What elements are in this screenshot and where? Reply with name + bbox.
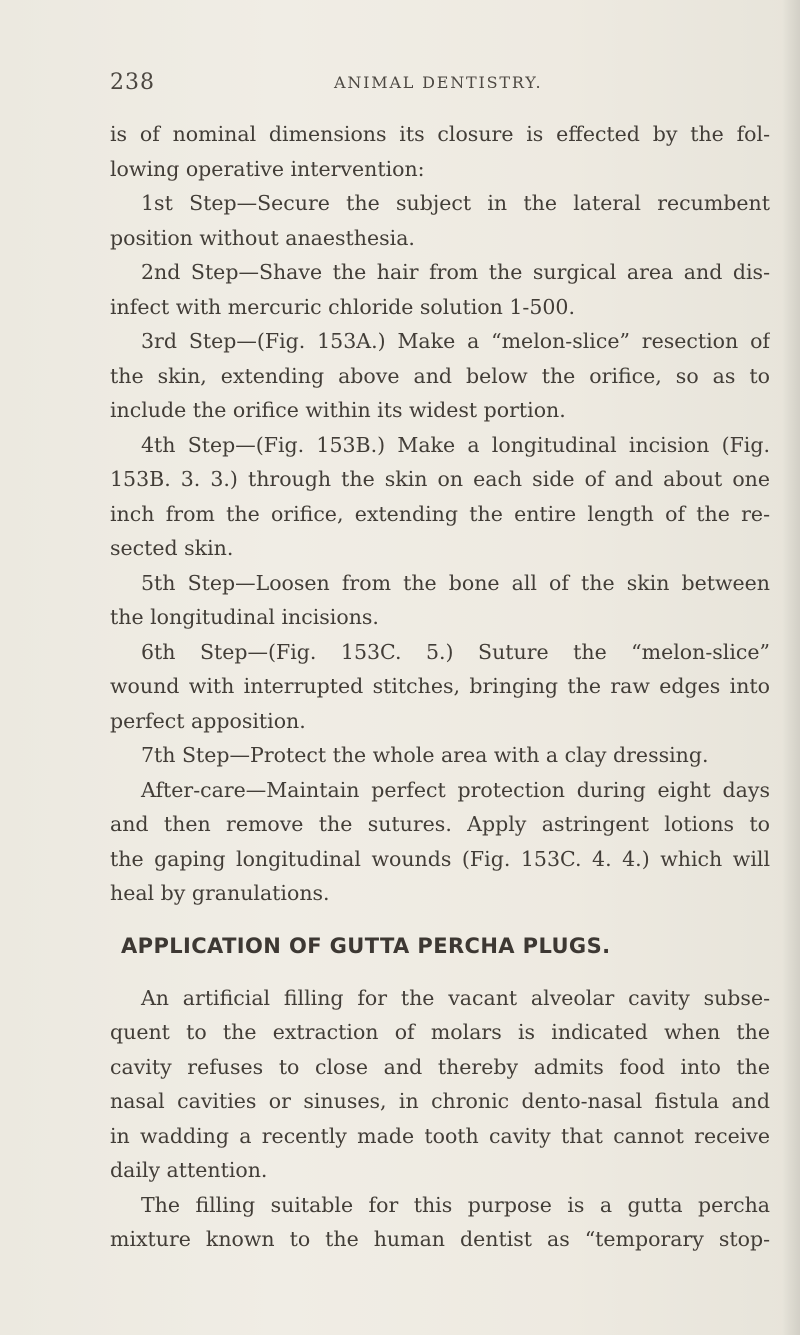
text-line: 6th Step—(Fig. 153C. 5.) Suture the “melon-slice” [141, 639, 770, 664]
text-line: in wadding a recently made tooth cavity that cannot receive [110, 1123, 770, 1148]
text-line: infect with mercuric chloride solution 1-500. [110, 294, 575, 319]
text-line: sected skin. [110, 536, 234, 560]
text-line: cavity refuses to close and thereby admits food into the [110, 1054, 770, 1079]
text-line: 7th Step—Protect the whole area with a clay dressing. [141, 743, 709, 767]
page-edge-shadow [782, 0, 800, 1335]
text-line: quent to the extraction of molars is indicated when the [110, 1020, 770, 1044]
text-line: the gaping longitudinal wounds (Fig. 153C. 4. 4.) which will [110, 846, 770, 871]
text-line: heal by granulations. [110, 881, 330, 905]
page-body [110, 117, 770, 1257]
text-line: 1st Step—Secure the subject in the lateral recumbent [141, 191, 770, 215]
text-line: and then remove the sutures. Apply astringent lotions to [110, 812, 770, 836]
text-line: inch from the orifice, extending the entire length of the re- [110, 501, 770, 526]
page-number: 238 [110, 70, 155, 95]
text-line: daily attention. [110, 1158, 268, 1182]
text-line: position without anaesthesia. [110, 225, 415, 250]
text-line: 3rd Step—(Fig. 153A.) Make a “melon-slice” resection of [141, 329, 770, 353]
text-line: 5th Step—Loosen from the bone all of the skin between [141, 570, 770, 595]
running-head: ANIMAL DENTISTRY. [334, 73, 543, 92]
text-line: 4th Step—(Fig. 153B.) Make a longitudinal incision (Fig. [141, 432, 770, 457]
text-line: perfect apposition. [110, 708, 306, 733]
text-line: mixture known to the human dentist as “temporary stop- [110, 1227, 770, 1251]
page-header [110, 70, 730, 100]
text-line: is of nominal dimensions its closure is effected by the fol- [110, 122, 770, 146]
section-heading: APPLICATION OF GUTTA PERCHA PLUGS. [121, 933, 611, 958]
text-line: 2nd Step—Shave the hair from the surgical area and dis- [141, 260, 770, 284]
text-line: wound with interrupted stitches, bringing the raw edges into [110, 674, 770, 698]
text-line: the longitudinal incisions. [110, 605, 379, 629]
text-line: include the orifice within its widest portion. [110, 398, 566, 422]
text-line: 153B. 3. 3.) through the skin on each side of and about one [110, 467, 770, 491]
text-line: After-care—Maintain perfect protection during eight days [141, 777, 770, 802]
text-line: the skin, extending above and below the orifice, so as to [110, 363, 770, 388]
text-line: nasal cavities or sinuses, in chronic dento-nasal fistula and [110, 1089, 770, 1113]
text-line: An artificial filling for the vacant alveolar cavity subse- [141, 985, 770, 1010]
text-line: The filling suitable for this purpose is a gutta percha [141, 1192, 770, 1217]
text-line: lowing operative intervention: [110, 156, 425, 181]
